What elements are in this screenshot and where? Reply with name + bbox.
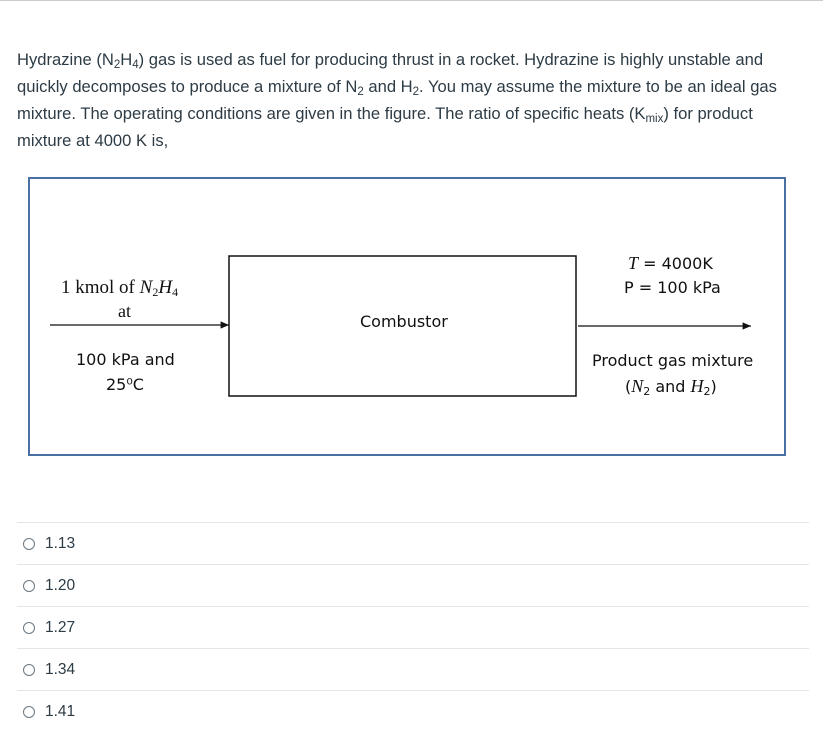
- outlet-species-label: ($N_2$ and $H_2$): [625, 376, 717, 398]
- answer-list: [17, 522, 809, 732]
- answer-option[interactable]: [17, 648, 809, 690]
- inlet-at-label: at: [118, 301, 131, 321]
- radio-button[interactable]: [23, 664, 35, 676]
- radio-button[interactable]: [23, 580, 35, 592]
- inlet-pressure-label: 100 kPa and: [76, 350, 175, 369]
- inlet-temperature-label: 25⁰C: [106, 375, 144, 394]
- question-text: Hydrazine $(N_2H_4)$ gas is used as fuel for producing thrust in a rocket. Hydrazine is highly unstable and quickly decomposes to produce a mixture of $N_2$ and $H_2$. You may assume the mixture to be an ideal gas mixture. The operating conditions are given in the figure. The ratio of specific heats $(K_{mix})$ for product mixture at 4000 K is,: [17, 50, 777, 150]
- answer-label: 1.41: [45, 702, 76, 720]
- outlet-product-label: Product gas mixture: [592, 351, 754, 370]
- answer-option[interactable]: [17, 690, 809, 732]
- combustor-label: Combustor: [360, 312, 448, 331]
- answer-label: 1.27: [45, 618, 76, 636]
- answer-label: 1.34: [45, 660, 76, 678]
- answer-label: 1.20: [45, 576, 76, 594]
- outlet-pressure-label: P = 100 kPa: [624, 278, 721, 297]
- radio-button[interactable]: [23, 622, 35, 634]
- inlet-amount-label: 1 kmol of $N_2H_4$: [61, 277, 179, 299]
- radio-button[interactable]: [23, 538, 35, 550]
- top-divider: [0, 0, 823, 1]
- answer-label: 1.13: [45, 534, 76, 552]
- process-diagram: [28, 177, 786, 456]
- answer-option[interactable]: [17, 564, 809, 606]
- answer-option[interactable]: [17, 522, 809, 564]
- outlet-temperature-label: T = 4000K: [628, 253, 713, 273]
- answer-option[interactable]: [17, 606, 809, 648]
- radio-button[interactable]: [23, 706, 35, 718]
